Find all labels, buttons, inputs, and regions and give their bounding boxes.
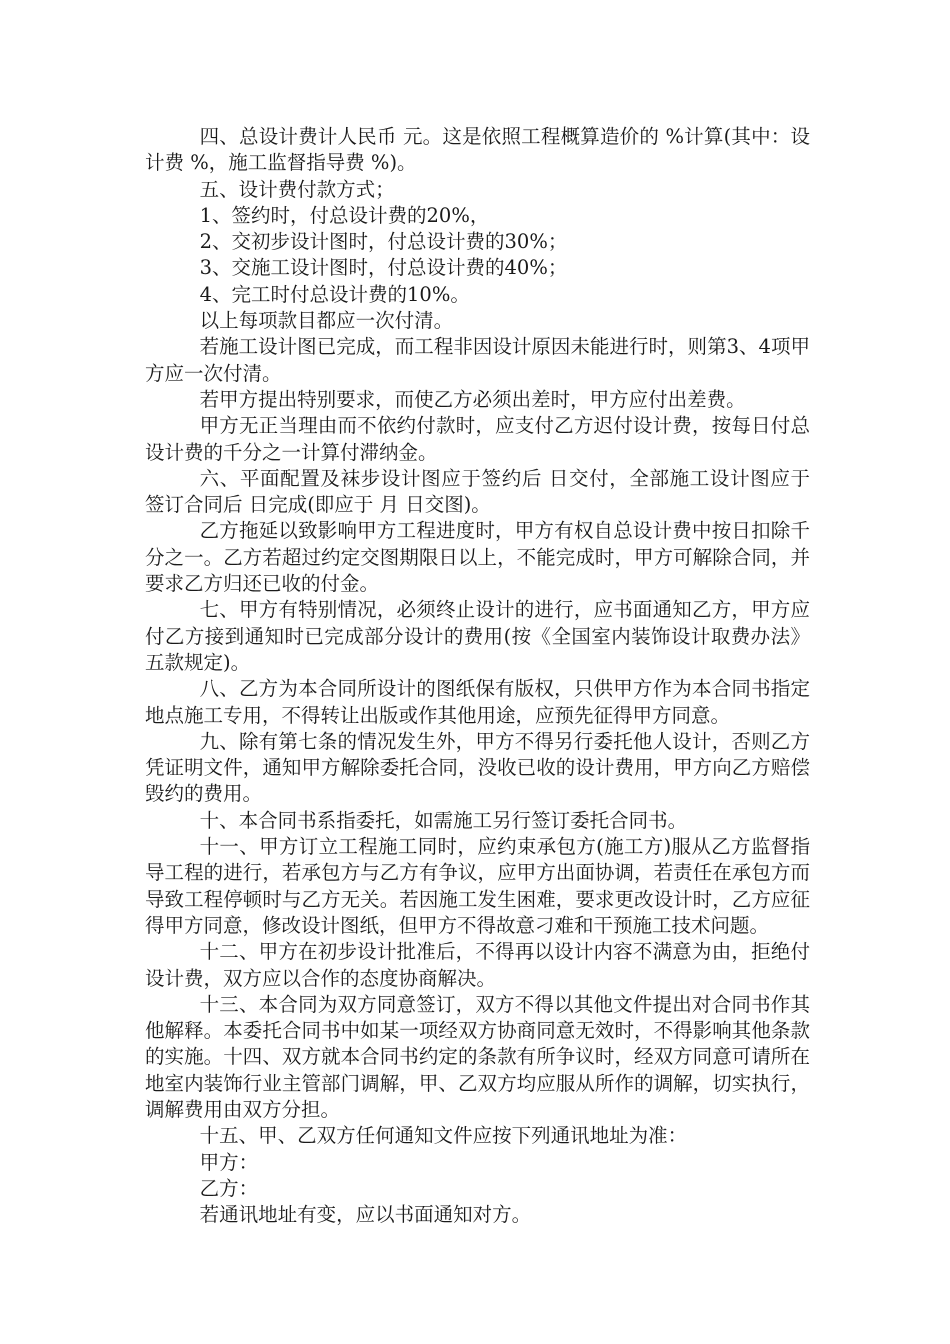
- clause-13-14-interpretation: 十三、本合同为双方同意签订，双方不得以其他文件提出对合同书作其他解释。本委托合同书中如某一项经双方协商同意无效时，不得影响其他条款的实施。十四、双方就本合同书约定的条款有所争议时，经双方同意可请所在地室内装饰行业主管部门调解，甲、乙双方均应服从所作的调解，切实执行，调解费用由双方分担。: [145, 992, 810, 1121]
- clause-4-total-fee: 四、总设计费计人民币 元。这是依照工程概算造价的 %计算(其中：设计费 %，施工监督指导费 %)。: [145, 125, 810, 175]
- payment-item-1: 1、签约时，付总设计费的20%，: [199, 203, 490, 227]
- delay-penalty: 乙方拖延以致影响甲方工程进度时，甲方有权自总设计费中按日扣除千分之一。乙方若超过约定交图期限日以上，不能完成时，甲方可解除合同，并要求乙方归还已收的付金。: [145, 519, 810, 596]
- payment-item-3: 3、交施工设计图时，付总设计费的40%；: [199, 256, 568, 280]
- document-body: [145, 124, 810, 1228]
- clause-5-payment-method: 五、设计费付款方式；: [199, 177, 395, 201]
- clause-8-copyright: 八、乙方为本合同所设计的图纸保有版权，只供甲方作为本合同书指定地点施工专用，不得转让出版或作其他用途，应预先征得甲方同意。: [145, 677, 810, 727]
- clause-10-scope: 十、本合同书系指委托，如需施工另行签订委托合同书。: [199, 808, 688, 832]
- party-b-address: 乙方：: [199, 1176, 259, 1200]
- clause-6-delivery-schedule: 六、平面配置及袜步设计图应于签约后 日交付，全部施工设计图应于签订合同后 日完成(即应于 月 日交图)。: [145, 466, 810, 517]
- travel-expense: 若甲方提出特别要求，而使乙方必须出差时，甲方应付出差费。: [199, 387, 746, 411]
- late-payment-penalty: 甲方无正当理由而不依约付款时，应支付乙方迟付设计费，按每日付总设计费的千分之一计算付滞纳金。: [145, 414, 810, 464]
- payment-exception: 若施工设计图已完成，而工程非因设计原因未能进行时，则第3、4项甲方应一次付清。: [145, 335, 810, 385]
- clause-15-notices: 十五、甲、乙双方任何通知文件应按下列通讯地址为准：: [199, 1124, 688, 1148]
- address-change-note: 若通讯地址有变，应以书面通知对方。: [199, 1203, 532, 1227]
- clause-7-termination: 七、甲方有特别情况，必须终止设计的进行，应书面通知乙方，甲方应付乙方接到通知时已完成部分设计的费用(按《全国室内装饰设计取费办法》五款规定)。: [145, 598, 810, 674]
- clause-9-exclusivity: 九、除有第七条的情况发生外，甲方不得另行委托他人设计，否则乙方凭证明文件，通知甲方解除委托合同，没收已收的设计费用，甲方向乙方赔偿毁约的费用。: [145, 729, 810, 806]
- payment-item-2: 2、交初步设计图时，付总设计费的30%；: [199, 230, 568, 254]
- clause-11-contractor: 十一、甲方订立工程施工同时，应约束承包方(施工方)服从乙方监督指导工程的进行，若承包方与乙方有争议，应甲方出面协调，若责任在承包方而导致工程停顿时与乙方无关。若因施工发生困难，要求更改设计时，乙方应征得甲方同意，修改设计图纸，但甲方不得故意刁难和干预施工技术问题。: [145, 835, 810, 937]
- payment-note: 以上每项款目都应一次付清。: [199, 309, 454, 333]
- clause-12-approval: 十二、甲方在初步设计批准后，不得再以设计内容不满意为由，拒绝付设计费，双方应以合作的态度协商解决。: [145, 940, 810, 990]
- payment-item-4: 4、完工时付总设计费的10%。: [199, 282, 470, 306]
- party-a-address: 甲方：: [199, 1150, 259, 1174]
